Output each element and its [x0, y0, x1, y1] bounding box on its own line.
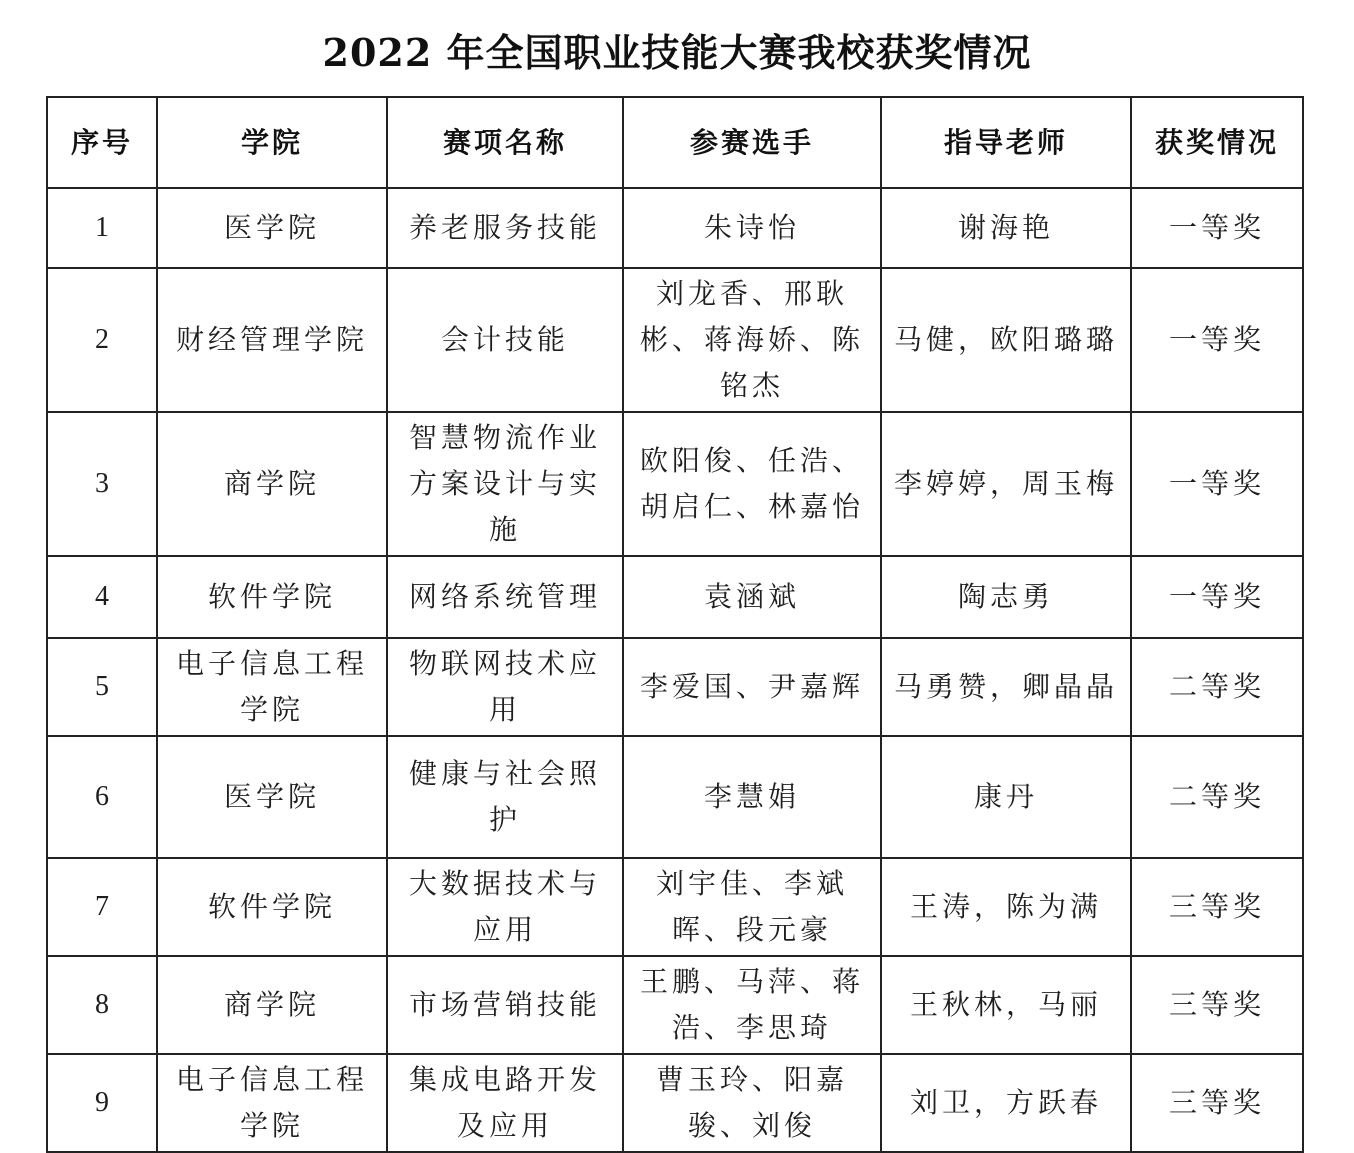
table-row — [47, 956, 1303, 1054]
cell-award: 一等奖 — [1131, 188, 1303, 268]
table-row — [47, 1054, 1303, 1152]
cell-college: 软件学院 — [157, 556, 387, 638]
cell-advisors: 刘卫，方跃春 — [881, 1054, 1131, 1152]
table-row — [47, 736, 1303, 858]
table-header-row — [47, 97, 1303, 188]
cell-award: 二等奖 — [1131, 736, 1303, 858]
cell-event: 市场营销技能 — [387, 956, 623, 1054]
cell-award: 三等奖 — [1131, 956, 1303, 1054]
cell-college: 医学院 — [157, 736, 387, 858]
cell-college: 软件学院 — [157, 858, 387, 956]
cell-event: 会计技能 — [387, 268, 623, 412]
cell-college: 电子信息工程学院 — [157, 638, 387, 736]
cell-college: 电子信息工程学院 — [157, 1054, 387, 1152]
cell-award: 三等奖 — [1131, 858, 1303, 956]
cell-contestants: 袁涵斌 — [623, 556, 881, 638]
cell-number: 8 — [47, 956, 157, 1054]
cell-number: 3 — [47, 412, 157, 556]
table-row — [47, 412, 1303, 556]
header-contestants: 参赛选手 — [623, 97, 881, 188]
cell-advisors: 王秋林，马丽 — [881, 956, 1131, 1054]
cell-event: 大数据技术与应用 — [387, 858, 623, 956]
header-number: 序号 — [47, 97, 157, 188]
cell-event: 物联网技术应用 — [387, 638, 623, 736]
cell-college: 医学院 — [157, 188, 387, 268]
cell-award: 二等奖 — [1131, 638, 1303, 736]
cell-event: 集成电路开发及应用 — [387, 1054, 623, 1152]
table-row — [47, 638, 1303, 736]
cell-number: 6 — [47, 736, 157, 858]
cell-advisors: 马勇赞，卿晶晶 — [881, 638, 1131, 736]
table-row — [47, 858, 1303, 956]
cell-college: 财经管理学院 — [157, 268, 387, 412]
cell-event: 养老服务技能 — [387, 188, 623, 268]
cell-award: 一等奖 — [1131, 268, 1303, 412]
cell-contestants: 欧阳俊、任浩、胡启仁、林嘉怡 — [623, 412, 881, 556]
cell-number: 9 — [47, 1054, 157, 1152]
document-title: 2022 年全国职业技能大赛我校获奖情况 — [322, 30, 1032, 75]
cell-number: 7 — [47, 858, 157, 956]
cell-event: 智慧物流作业方案设计与实施 — [387, 412, 623, 556]
table-row — [47, 188, 1303, 268]
cell-contestants: 曹玉玲、阳嘉骏、刘俊 — [623, 1054, 881, 1152]
table-row — [47, 268, 1303, 412]
cell-contestants: 朱诗怡 — [623, 188, 881, 268]
cell-award: 一等奖 — [1131, 556, 1303, 638]
cell-award: 一等奖 — [1131, 412, 1303, 556]
cell-advisors: 陶志勇 — [881, 556, 1131, 638]
cell-contestants: 刘宇佳、李斌晖、段元豪 — [623, 858, 881, 956]
cell-award: 三等奖 — [1131, 1054, 1303, 1152]
awards-table — [46, 96, 1304, 1153]
cell-number: 4 — [47, 556, 157, 638]
cell-advisors: 马健，欧阳璐璐 — [881, 268, 1131, 412]
cell-advisors: 康丹 — [881, 736, 1131, 858]
header-college: 学院 — [157, 97, 387, 188]
cell-event: 健康与社会照护 — [387, 736, 623, 858]
cell-contestants: 刘龙香、邢耿彬、蒋海娇、陈铭杰 — [623, 268, 881, 412]
cell-event: 网络系统管理 — [387, 556, 623, 638]
cell-contestants: 王鹏、马萍、蒋浩、李思琦 — [623, 956, 881, 1054]
cell-advisors: 李婷婷，周玉梅 — [881, 412, 1131, 556]
header-advisors: 指导老师 — [881, 97, 1131, 188]
header-award: 获奖情况 — [1131, 97, 1303, 188]
cell-contestants: 李慧娟 — [623, 736, 881, 858]
cell-number: 5 — [47, 638, 157, 736]
table-row — [47, 556, 1303, 638]
cell-advisors: 王涛，陈为满 — [881, 858, 1131, 956]
cell-number: 2 — [47, 268, 157, 412]
cell-contestants: 李爱国、尹嘉辉 — [623, 638, 881, 736]
cell-advisors: 谢海艳 — [881, 188, 1131, 268]
cell-college: 商学院 — [157, 956, 387, 1054]
cell-number: 1 — [47, 188, 157, 268]
cell-college: 商学院 — [157, 412, 387, 556]
header-event: 赛项名称 — [387, 97, 623, 188]
